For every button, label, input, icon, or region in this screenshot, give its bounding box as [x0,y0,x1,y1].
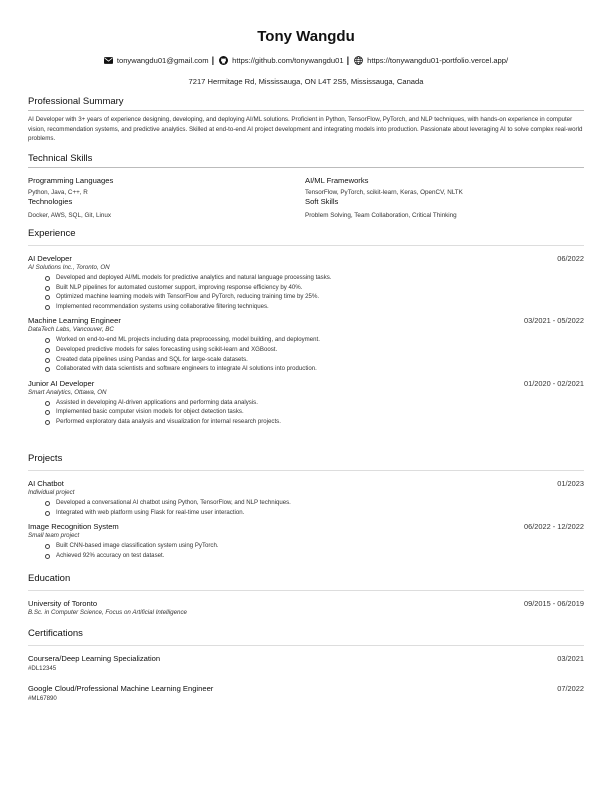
github-contact[interactable] [219,56,343,65]
list-item: Worked on end-to-end ML projects including data preprocessing, model building, and deployment. [56,335,584,345]
job-date: 03/2021 - 05/2022 [524,316,584,326]
list-item: Built CNN-based image classification system using PyTorch. [56,541,584,551]
email-contact[interactable] [104,56,209,65]
job-entry [28,379,584,427]
list-item: Optimized machine learning models with TensorFlow and PyTorch, reducing training time by 25%. [56,292,584,302]
education-section [28,573,584,617]
project-bullets [28,541,584,560]
candidate-name: Tony Wangdu [257,28,355,45]
project-subtitle: Small team project [28,532,80,540]
job-company: DataTech Labs, Vancouver, BC [28,326,114,334]
certifications-section [28,628,584,702]
cert-title: Coursera/Deep Learning Specialization [28,654,161,663]
cert-date: 07/2022 [557,684,584,693]
degree: B.Sc. in Computer Science, Focus on Artificial Intelligence [28,609,187,616]
cert-id: #ML67890 [28,695,57,702]
summary-section [28,96,584,144]
education-entry [28,599,584,617]
project-subtitle: Individual project [28,489,75,496]
skills-grid [28,176,584,220]
job-bullets [28,335,584,373]
project-entry [28,479,584,517]
list-item: Collaborated with data scientists and software engineers to integrate AI solutions into production. [56,364,584,374]
list-item: Implemented basic computer vision models for object detection tasks. [56,407,584,417]
skill-heading: AI/ML Frameworks [305,176,369,185]
project-title: AI Chatbot [28,479,64,488]
project-bullets [28,498,584,517]
envelope-icon [104,56,113,65]
education-title: Education [28,573,71,584]
section-divider [28,245,584,246]
section-divider [28,645,584,646]
skills-section [28,153,584,220]
cert-entry [28,684,584,702]
skill-group [28,197,305,220]
skill-value: Docker, AWS, SQL, Git, Linux [28,212,112,219]
job-bullets [28,398,584,427]
separator: | [211,55,215,65]
list-item: Created data pipelines using Pandas and SQL for large-scale datasets. [56,355,584,365]
skill-group [305,197,584,220]
job-company: AI Solutions Inc., Toronto, ON [28,264,110,271]
skills-title: Technical Skills [28,153,93,164]
experience-title: Experience [28,228,76,239]
list-item: Built NLP pipelines for automated customer support, improving response efficiency by 40%. [56,283,584,293]
job-date: 06/2022 [557,254,584,263]
skill-value: Problem Solving, Team Collaboration, Critical Thinking [305,212,457,219]
job-entry [28,316,584,373]
job-title: AI Developer [28,254,72,263]
portfolio-contact[interactable] [354,56,508,65]
skill-heading: Programming Languages [28,176,114,185]
github-link[interactable]: https://github.com/tonywangdu01 [232,55,344,65]
education-date: 09/2015 - 06/2019 [524,599,584,608]
certifications-title: Certifications [28,628,83,639]
experience-section [28,228,584,427]
list-item: Integrated with web platform using Flask for real-time user interaction. [56,508,584,518]
job-title: Junior AI Developer [28,378,95,388]
section-divider [28,110,584,111]
cert-entry [28,654,584,672]
list-item: Achieved 92% accuracy on test dataset. [56,551,584,561]
separator: | [346,55,350,65]
projects-title: Projects [28,453,63,464]
project-title: Image Recognition System [28,522,119,532]
job-date: 01/2020 - 02/2021 [524,378,584,388]
skill-group [28,176,305,197]
contact-line [28,55,584,65]
job-bullets [28,273,584,311]
list-item: Developed and deployed AI/ML models for predictive analytics and natural language processing tasks. [56,273,584,283]
address: 7217 Hermitage Rd, Mississauga, ON L4T 2S5, Mississauga, Canada [188,77,424,86]
cert-title: Google Cloud/Professional Machine Learning Engineer [28,684,214,693]
cert-date: 03/2021 [557,654,584,663]
section-divider [28,590,584,591]
job-company: Smart Analytics, Ottawa, ON [28,388,107,396]
skill-value: TensorFlow, PyTorch, scikit-learn, Keras, OpenCV, NLTK [305,189,463,196]
projects-section [28,453,584,560]
section-divider [28,167,584,168]
skill-group [305,176,584,197]
job-title: Machine Learning Engineer [28,316,121,326]
globe-icon [354,56,363,65]
project-date: 06/2022 - 12/2022 [524,522,584,532]
project-date: 01/2023 [557,479,584,488]
skill-heading: Technologies [28,197,73,206]
skill-value: Python, Java, C++, R [28,189,88,196]
list-item: Assisted in developing AI-driven applications and performing data analysis. [56,398,584,408]
school-name: University of Toronto [28,599,98,608]
skill-heading: Soft Skills [305,197,339,206]
list-item: Developed predictive models for sales forecasting using scikit-learn and XGBoost. [56,345,584,355]
github-icon [219,56,228,65]
portfolio-link[interactable]: https://tonywangdu01-portfolio.vercel.app/ [367,55,509,65]
summary-title: Professional Summary [28,96,124,107]
list-item: Developed a conversational AI chatbot using Python, TensorFlow, and NLP techniques. [56,498,584,508]
email-text[interactable]: tonywangdu01@gmail.com [116,55,209,65]
summary-text: AI Developer with 3+ years of experience designing, developing, and deploying AI/ML solutions. Proficient in Python, TensorFlow, PyTorch, and NLP techniques, with hands-on experience in computer vision, recommendation systems, and predictive analytics. Skilled at end-to-end AI project development and integrating models into production. Passionate about leveraging AI to solve complex real-world problems. [28,116,583,143]
section-divider [28,470,584,471]
project-entry [28,522,584,560]
job-entry [28,254,584,311]
list-item: Performed exploratory data analysis and visualization for internal research projects. [56,417,584,427]
cert-id: #DL12345 [28,665,57,672]
list-item: Implemented recommendation systems using collaborative filtering techniques. [56,302,584,312]
